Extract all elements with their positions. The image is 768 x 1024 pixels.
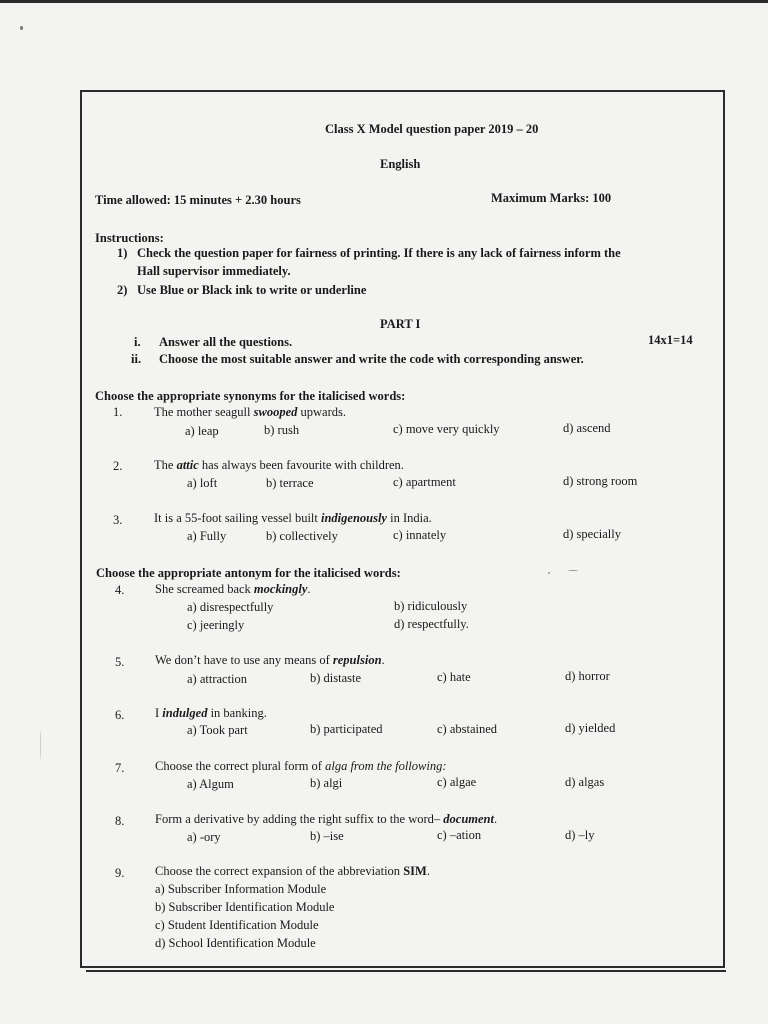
instruction-number: 1) (117, 246, 128, 260)
question-number: 7. (115, 761, 125, 775)
question-text: It is a 55-foot sailing vessel built indigenously in India. (154, 511, 432, 525)
question-text: She screamed back mockingly. (155, 582, 311, 596)
question-number: 3. (113, 513, 123, 527)
option: a) Subscriber Information Module (155, 882, 327, 896)
question-text: We don’t have to use any means of repulsion. (155, 653, 385, 667)
section-heading-antonyms: Choose the appropriate antonym for the italicised words: (96, 566, 401, 580)
question-text: Choose the correct expansion of the abbreviation SIM. (155, 864, 430, 878)
option: c) apartment (393, 475, 456, 489)
option: a) -ory (187, 830, 221, 844)
section-heading-synonyms: Choose the appropriate synonyms for the italicised words: (95, 389, 406, 403)
question-number: 6. (115, 708, 125, 722)
question-number: 1. (113, 405, 123, 419)
option: d) School Identification Module (155, 936, 316, 950)
question-number: 8. (115, 814, 125, 828)
option: a) Fully (187, 529, 227, 543)
question-text: The mother seagull swooped upwards. (154, 405, 346, 419)
option: c) Student Identification Module (155, 918, 319, 932)
question-text: The attic has always been favourite with children. (154, 458, 404, 472)
instructions-heading: Instructions: (95, 231, 164, 245)
question-number: 9. (115, 866, 125, 880)
part-item-number: ii. (131, 352, 142, 366)
option: a) Algum (187, 777, 234, 791)
option: a) attraction (187, 672, 248, 686)
option: c) abstained (437, 722, 498, 736)
option: b) rush (264, 423, 300, 437)
option: d) ascend (563, 421, 611, 435)
part-item-text: Answer all the questions. (159, 335, 293, 349)
instruction-text: Check the question paper for fairness of printing. If there is any lack of fairness inform the (137, 246, 621, 260)
option: c) hate (437, 670, 471, 684)
option: b) algi (310, 776, 343, 790)
subject-title: English (380, 157, 421, 171)
option: c) innately (393, 528, 447, 542)
part-item-text: Choose the most suitable answer and write the code with corresponding answer. (159, 352, 584, 366)
question-text: I indulged in banking. (155, 706, 267, 720)
time-allowed: Time allowed: 15 minutes + 2.30 hours (95, 193, 301, 207)
question-number: 4. (115, 583, 125, 597)
option: d) yielded (565, 721, 616, 735)
option: a) disrespectfully (187, 600, 274, 614)
option: b) distaste (310, 671, 362, 685)
option: d) specially (563, 527, 621, 541)
maximum-marks: Maximum Marks: 100 (491, 191, 612, 205)
page-top-edge (0, 0, 768, 3)
part-title: PART I (380, 317, 421, 331)
option: d) algas (565, 775, 605, 789)
page-border-bottom (86, 970, 726, 972)
option: b) ridiculously (394, 599, 468, 613)
option: c) –ation (437, 828, 482, 842)
option: d) strong room (563, 474, 638, 488)
option: c) algae (437, 775, 477, 789)
instruction-text: Hall supervisor immediately. (137, 264, 291, 278)
question-text: Form a derivative by adding the right suffix to the word– document. (155, 812, 498, 826)
option: a) leap (185, 424, 219, 438)
question-number: 2. (113, 459, 123, 473)
option: b) Subscriber Identification Module (155, 900, 335, 914)
option: d) horror (565, 669, 610, 683)
paper-title: Class X Model question paper 2019 – 20 (325, 122, 539, 136)
part-score: 14x1=14 (648, 333, 693, 347)
option: d) –ly (565, 828, 595, 842)
option: a) loft (187, 476, 218, 490)
option: c) move very quickly (393, 422, 500, 436)
instruction-number: 2) (117, 283, 128, 297)
instruction-text: Use Blue or Black ink to write or underline (137, 283, 367, 297)
scan-speck (20, 26, 23, 30)
option: a) Took part (187, 723, 248, 737)
option: b) terrace (266, 476, 314, 490)
option: b) –ise (310, 829, 344, 843)
part-item-number: i. (134, 335, 141, 349)
option: b) collectively (266, 529, 338, 543)
option: b) participated (310, 722, 383, 736)
question-text: Choose the correct plural form of alga from the following: (155, 759, 447, 773)
scan-speck (40, 730, 41, 760)
option: d) respectfully. (394, 617, 469, 631)
question-number: 5. (115, 655, 125, 669)
option: c) jeeringly (187, 618, 245, 632)
